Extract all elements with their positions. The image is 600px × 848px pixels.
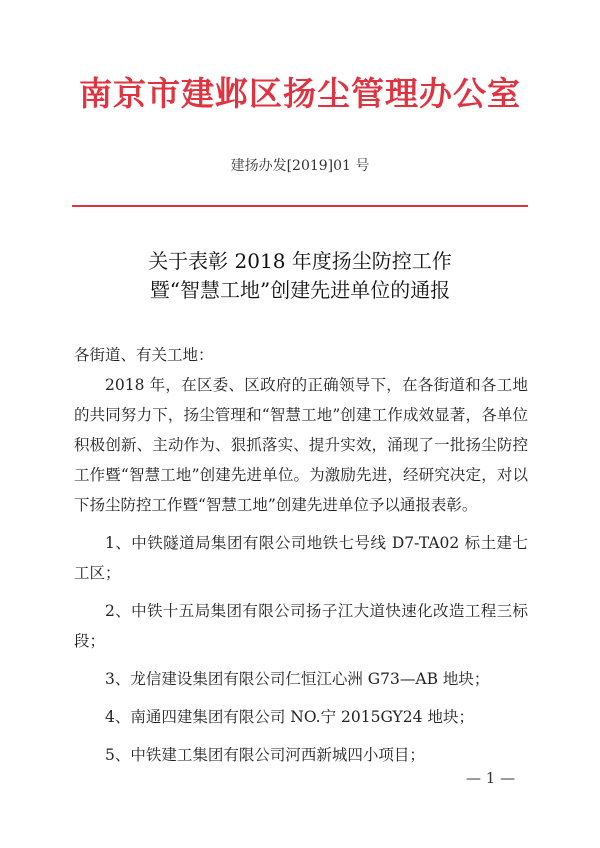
notice-title <box>0 247 600 305</box>
header-red-rule <box>72 205 528 207</box>
body-paragraph: 2018 年，在区委、区政府的正确领导下，在各街道和各工地的共同努力下，扬尘管理和“智慧工地”创建工作成效显著，各单位积极创新、主动作为、狠抓落实、提升实效，涌现了一批扬尘防控工作暨“智慧工地”创建先进单位。为激励先进，经研究决定，对以下扬尘防控工作暨“智慧工地”创建先进单位予以通报表彰。 <box>74 376 528 514</box>
notice-title-line-2: 暨“智慧工地”创建先进单位的通报 <box>149 278 451 302</box>
salutation: 各街道、有关工地： <box>74 346 214 364</box>
document-header-title: 南京市建邺区扬尘管理办公室 <box>79 74 521 113</box>
document-number: 建扬办发[2019]01 号 <box>230 158 370 174</box>
list-item: 4、南通四建集团有限公司 NO.宁 2015GY24 地块； <box>105 708 474 726</box>
list-item: 3、龙信建设集团有限公司仁恒江心洲 G73—AB 地块； <box>105 670 490 688</box>
list-item: 5、中铁建工集团有限公司河西新城四小项目； <box>105 746 425 764</box>
document-body <box>74 340 528 770</box>
notice-title-line-1: 关于表彰 2018 年度扬尘防控工作 <box>148 249 452 273</box>
list-item: 2、中铁十五局集团有限公司扬子江大道快速化改造工程三标段； <box>74 602 528 650</box>
list-item: 1、中铁隧道局集团有限公司地铁七号线 D7-TA02 标土建七工区； <box>74 534 528 582</box>
page-number: — 1 — <box>466 769 516 787</box>
